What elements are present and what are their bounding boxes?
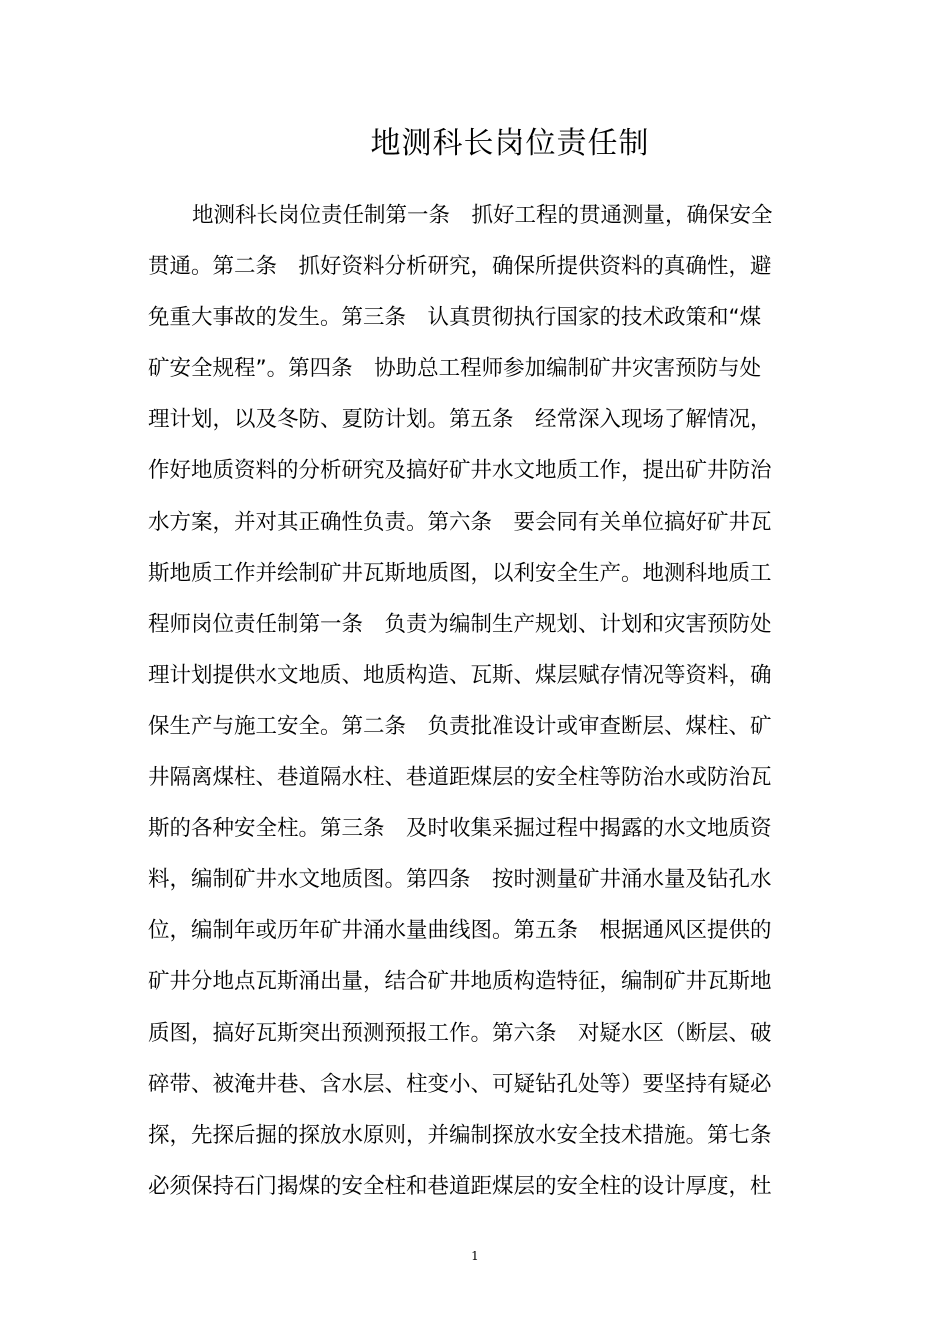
text-line: 程师岗位责任制第一条 负责为编制生产规划、计划和灾害预防处 — [148, 611, 772, 637]
text-line: 理计划提供水文地质、地质构造、瓦斯、煤层赋存情况等资料，确 — [148, 662, 772, 688]
text-line: 矿井分地点瓦斯涌出量，结合矿井地质构造特征，编制矿井瓦斯地 — [148, 969, 772, 995]
page-number: 1 — [471, 1249, 479, 1263]
text-line: 地测科长岗位责任制第一条 抓好工程的贯通测量，确保安全 — [192, 203, 773, 228]
text-line: 贯通。第二条 抓好资料分析研究，确保所提供资料的真确性，避 — [148, 254, 772, 280]
text-line: 位，编制年或历年矿井涌水量曲线图。第五条 根据通风区提供的 — [148, 918, 772, 944]
text-line: 斯地质工作并绘制矿井瓦斯地质图，以利安全生产。地测科地质工 — [148, 560, 772, 586]
page-title: 地测科长岗位责任制 — [370, 126, 650, 161]
text-line: 必须保持石门揭煤的安全柱和巷道距煤层的安全柱的设计厚度，杜 — [148, 1173, 772, 1199]
text-line: 保生产与施工安全。第二条 负责批准设计或审查断层、煤柱、矿 — [148, 713, 772, 739]
body-text — [148, 196, 808, 1218]
text-line: 料，编制矿井水文地质图。第四条 按时测量矿井涌水量及钻孔水 — [148, 867, 772, 893]
text-line: 质图，搞好瓦斯突出预测预报工作。第六条 对疑水区（断层、破 — [148, 1020, 772, 1046]
text-line: 井隔离煤柱、巷道隔水柱、巷道距煤层的安全柱等防治水或防治瓦 — [148, 765, 772, 791]
text-line: 探，先探后掘的探放水原则，并编制探放水安全技术措施。第七条 — [148, 1122, 772, 1148]
text-line: 矿安全规程”。第四条 协助总工程师参加编制矿井灾害预防与处 — [148, 356, 762, 382]
text-line: 水方案，并对其正确性负责。第六条 要会同有关单位搞好矿井瓦 — [148, 509, 772, 535]
text-line: 斯的各种安全柱。第三条 及时收集采掘过程中揭露的水文地质资 — [148, 816, 772, 842]
text-line: 免重大事故的发生。第三条 认真贯彻执行国家的技术政策和“煤 — [148, 305, 762, 331]
text-line: 理计划，以及冬防、夏防计划。第五条 经常深入现场了解情况， — [148, 407, 772, 433]
text-line: 碎带、被淹井巷、含水层、柱变小、可疑钻孔处等）要坚持有疑必 — [148, 1071, 772, 1097]
text-line: 作好地质资料的分析研究及搞好矿井水文地质工作，提出矿井防治 — [148, 458, 772, 484]
